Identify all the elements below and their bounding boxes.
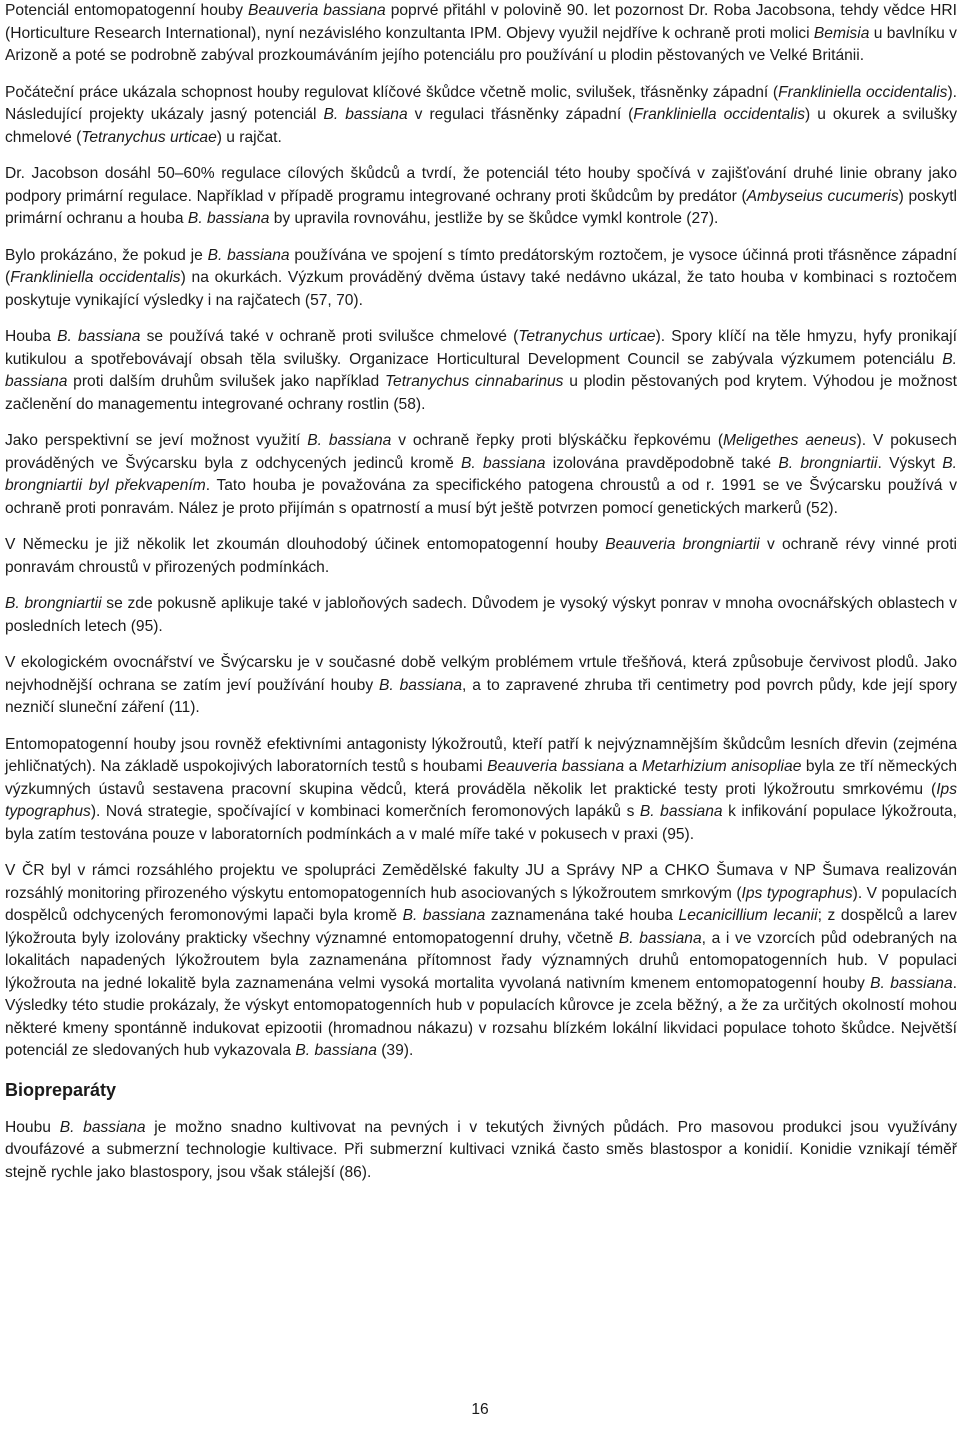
text-run: ). V populacích dospělců odchycených feromonovými lapači byla kromě xyxy=(5,884,957,924)
italic-text: B. bassiana xyxy=(461,454,546,472)
italic-text: B. brongniartii xyxy=(5,595,102,612)
text-run: byla ze tří německých výzkumných ústavů sestavena pracovní skupina vědců, která prováděla několik let praktické testy proti lýkožroutu smrkovému ( xyxy=(5,758,958,798)
paragraph xyxy=(5,734,957,847)
italic-text: Ips typographus xyxy=(5,780,957,820)
text-run: Počáteční práce ukázala schopnost houby regulovat klíčové škůdce včetně molic, svilušek, třásněnky západní ( xyxy=(5,83,779,101)
text-run: ; z dospělců a larev lýkožrouta byly izolovány prakticky všechny významné entomopatogenní druhy, včetně xyxy=(5,907,957,947)
italic-text: Tetranychus urticae xyxy=(81,128,217,146)
text-run: proti dalším druhům svilušek jako například xyxy=(67,373,385,390)
italic-text: B. bassiana xyxy=(207,246,290,264)
italic-text: Frankliniella occidentalis xyxy=(633,106,806,123)
italic-text: Tetranychus urticae xyxy=(518,328,656,345)
italic-text: Ambyseius cucumeris xyxy=(746,187,899,205)
text-run: k infikování populace lýkožrouta, byla zatím testována pouze v laboratorních podmínkách a v malé míře také v pokusech v praxi (95). xyxy=(5,803,957,843)
text-run: ). Následující projekty ukázaly jasný potenciál xyxy=(5,83,957,123)
paragraph xyxy=(5,1117,957,1185)
text-run: . Tato houba je považována za specifického patogena chroustů a od r. 1991 se ve Švýcarsku používá v ochraně proti ponravám. Nález je proto přijímán s opatrností a musí být ještě potvrzen pomocí genetických markerů (52). xyxy=(5,477,957,517)
page-number: 16 xyxy=(471,1401,489,1418)
text-run: Bylo prokázáno, že pokud je xyxy=(5,246,208,264)
text-run: , a i ve vzorcích půd odebraných na lokalitách napadených lýkožroutem byla zaznamenána přítomnost řady významných druhů entomopatogenních hub. V populaci lýkožrouta na jedné lokalitě byla zaznamenána velmi vysoká mortalita vyvolaná nativním kmenem entomopatogenní houby xyxy=(5,929,957,992)
italic-text: B. bassiana xyxy=(323,106,408,123)
italic-text: Bemisia xyxy=(813,24,870,42)
italic-text: B. bassiana xyxy=(295,1042,377,1059)
text-run: . Výsledky této studie prokázaly, že výskyt entomopatogenních hub v populacích kůrovce je zcela běžný, a že za určitých okolností mohou některé kmeny spontánně indukovat epizootii (hromadnou nákazu) v rozsahu blízkém lokální likvidaci populace tohoto škůdce. Největší potenciál ze sledovaných hub vykazovala xyxy=(5,974,957,1059)
italic-text: B. bassiana xyxy=(59,1118,146,1136)
paragraph xyxy=(5,593,957,638)
text-run: se používá také v ochraně proti svilušce chmelové ( xyxy=(140,328,519,345)
text-run: v regulaci třásněnky západní ( xyxy=(407,106,634,123)
text-run: izolována pravděpodobně také xyxy=(545,454,779,472)
italic-text: B. bassiana xyxy=(187,210,270,227)
body-text xyxy=(5,0,957,1063)
paragraph xyxy=(5,326,957,416)
section-heading: Biopreparáty xyxy=(5,1079,117,1100)
text-run: se zde pokusně aplikuje také v jabloňových sadech. Důvodem je vysoký výskyt ponrav v mnoha ovocnářských oblastech v posledních letech (95). xyxy=(5,595,957,635)
text-run: Houba xyxy=(5,328,58,345)
paragraph xyxy=(5,534,957,579)
italic-text: Frankliniella occidentalis xyxy=(10,269,181,286)
paragraph xyxy=(5,430,957,520)
italic-text: B. bassiana xyxy=(57,328,141,345)
text-run: , a to zapravené zhruba tři centimetry pod povrch půdy, kde její spory nezničí sluneční záření (11). xyxy=(5,676,957,716)
text-run: u bavlníku v Arizoně a poté se podrobně zabýval prozkoumáváním jejího potenciálu pro používání u plodin pěstovaných ve Velké Británii. xyxy=(5,24,957,64)
text-run: používána ve spojení s tímto predátorským roztočem, je vysoce účinná proti třásněnce západní ( xyxy=(5,246,957,286)
italic-text: B. brongniartii xyxy=(778,454,878,472)
text-run: v ochraně révy vinné proti ponravám chroustů v přirozených podmínkách. xyxy=(5,536,958,576)
italic-text: Lecanicillium lecanii xyxy=(678,907,818,924)
italic-text: Meligethes aeneus xyxy=(723,432,857,449)
text-run: Entomopatogenní houby jsou rovněž efektivními antagonisty lýkožroutů, kteří patří k nejvýznamnějším škůdcům lesních dřevin (zejména jehličnatých). Na základě uspokojivých laboratorních testů s houbami xyxy=(5,735,957,775)
paragraph xyxy=(5,860,957,1063)
italic-text: B. bassiana xyxy=(307,432,392,449)
paragraph xyxy=(5,0,957,68)
text-run: Jako perspektivní se jeví možnost využití xyxy=(5,432,308,449)
section-text xyxy=(5,1117,957,1185)
text-run: (39). xyxy=(376,1042,414,1059)
text-run: a xyxy=(624,758,642,775)
text-run: by upravila rovnováhu, jestliže by se škůdce vymkl kontrole (27). xyxy=(269,210,719,227)
italic-text: Metarhizium anisopliae xyxy=(641,758,802,775)
text-run: ) na okurkách. Výzkum prováděný dvěma ústavy také nedávno ukázal, že tato houba v kombinaci s roztočem poskytuje vynikající výsledky i na rajčatech (57, 70). xyxy=(5,269,957,309)
text-run: Houbu xyxy=(5,1118,60,1136)
text-run: ). Nová strategie, spočívající v kombinaci komerčních feromonových lapáků s xyxy=(90,803,640,820)
italic-text: B. bassiana xyxy=(870,974,953,992)
text-run: Potenciál entomopatogenní houby xyxy=(5,2,249,19)
text-run: ). V pokusech prováděných ve Švýcarsku byla z odchycených jedinců kromě xyxy=(5,432,957,472)
italic-text: Beauveria brongniartii xyxy=(605,536,760,553)
document-page xyxy=(5,0,957,1198)
text-run: Dr. Jacobson dosáhl 50–60% regulace cílových škůdců a tvrdí, že potenciál této houby spočívá v zajišťování druhé linie obrany jako podpory primární regulace. Například v případě programu integrované ochrany proti škůdcům by predátor ( xyxy=(5,165,957,205)
text-run: zaznamenána také houba xyxy=(485,907,679,924)
paragraph xyxy=(5,163,957,231)
italic-text: B. bassiana xyxy=(402,907,486,924)
paragraph xyxy=(5,82,957,150)
italic-text: B. bassiana xyxy=(639,803,723,820)
text-run: ) u rajčat. xyxy=(216,128,282,146)
italic-text: Frankliniella occidentalis xyxy=(778,83,948,101)
paragraph xyxy=(5,245,957,313)
italic-text: B. bassiana xyxy=(5,350,957,390)
text-run: V Německu je již několik let zkoumán dlouhodobý účinek entomopatogenní houby xyxy=(5,536,606,553)
italic-text: B. bassiana xyxy=(379,676,463,694)
text-run: v ochraně řepky proti blýskáčku řepkovému ( xyxy=(391,432,724,449)
italic-text: B. brongniartii byl překvapením xyxy=(5,454,958,494)
text-run: u plodin pěstovaných pod krytem. Výhodou je možnost začlenění do managementu integrované ochrany rostlin (58). xyxy=(5,373,957,413)
italic-text: Beauveria bassiana xyxy=(487,758,625,775)
text-run: . Výskyt xyxy=(877,454,943,472)
italic-text: Tetranychus cinnabarinus xyxy=(384,373,564,390)
paragraph xyxy=(5,652,957,720)
text-run: je možno snadno kultivovat na pevných i v tekutých živných půdách. Pro masovou produkci jsou využívány dvoufázové a submerzní technologie kultivace. Při submerzní kultivaci vzniká často směs blastospor a konidií. Konidie vznikají téměř stejně rychle jako blastospory, jsou však stálejší (86). xyxy=(5,1118,957,1181)
italic-text: Beauveria bassiana xyxy=(248,2,386,19)
text-run: V ČR byl v rámci rozsáhlého projektu ve spolupráci Zemědělské fakulty JU a Správy NP a CHKO Šumava v NP Šumava realizován rozsáhlý monitoring přirozeného výskytu entomopatogenních hub asociovaných s lýkožroutem smrkovým ( xyxy=(5,862,957,902)
text-run: ) poskytl primární ochranu a houba xyxy=(5,187,957,227)
italic-text: Ips typographus xyxy=(741,884,853,902)
text-run: ). Spory klíčí na těle hmyzu, hyfy pronikají kutikulou a spotřebovávají obsah těla svilušky. Organizace Horticultural Development Council se zabývala výzkumem potenciálu xyxy=(5,328,957,368)
italic-text: B. bassiana xyxy=(618,929,702,947)
text-run: V ekologickém ovocnářství ve Švýcarsku je v současné době velkým problémem vrtule třešňová, která způsobuje červivost plodů. Jako nejvhodnější ochrana se zatím jeví používání houby xyxy=(5,654,957,694)
text-run: ) u okurek a svilušky chmelové ( xyxy=(5,106,957,146)
text-run: poprvé přitáhl v polovině 90. let pozornost Dr. Roba Jacobsona, tehdy vědce HRI (Horticulture Research International), nyní nezávislého konzultanta IPM. Objevy využil nejdříve k ochraně proti molici xyxy=(5,2,957,42)
